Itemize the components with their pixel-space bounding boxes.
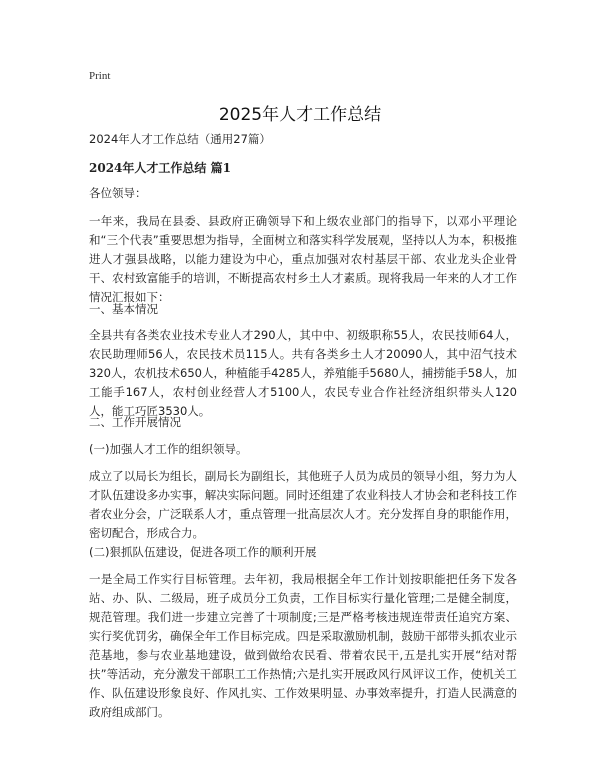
sub-heading-team: (二)狠抓队伍建设，促进各项工作的顺利开展 xyxy=(89,545,317,559)
salutation: 各位领导： xyxy=(89,186,147,200)
page-title: 2025年人才工作总结 xyxy=(218,105,382,125)
print-link[interactable]: Print xyxy=(89,70,111,82)
team-paragraph: 一是全局工作实行目标管理。去年初，我局根据全年工作计划按职能把任务下发各站、办、队、二级局，班子成员分工负责，工作目标实行量化管理;二是健全制度，规范管理。我们进一步建立完善了十项制度;三是严格考核违规连带责任追究方案、实行奖优罚劣，确保全年工作目标完成。四是采取激励机制，鼓励干部带头抓农业示范基地，参与农业基地建设，做到做给农民看、带着农民干,五是扎实开展“结对帮扶”等活动，充分激发干部职工工作热情;六是扎实开展政风行风评议工作，使机关工作、队伍建设形象良好、作风扎实、工作效果明显、办事效率提升，打造人民满意的政府组成部门。 xyxy=(89,572,517,719)
intro-paragraph: 一年来，我局在县委、县政府正确领导下和上级农业部门的指导下，以邓小平理论和“三个代表”重要思想为指导，全面树立和落实科学发展观，坚持以人为本，积极推进人才强县战略，以能力建设为中心，重点加强对农村基层干部、农业龙头企业骨干、农村致富能手的培训，不断提高农村乡土人才素质。现将我局一年来的人才工作情况汇报如下： xyxy=(89,214,517,304)
basic-info-paragraph: 全县共有各类农业技术专业人才290人，其中中、初级职称55人，农民技师64人，农民助理师56人，农民技术员115人。共有各类乡土人才20090人，其中沼气技术320人，农机技术650人，种植能手4285人，养殖能手5680人，捕捞能手58人，加工能手167人，农村创业经营人才5100人，农民专业合作社经济组织带头人120人，能工巧匠3530人。 xyxy=(89,328,517,418)
organization-paragraph: 成立了以局长为组长，副局长为副组长，其他班子人员为成员的领导小组，努力为人才队伍建设多办实事，解决实际问题。同时还组建了农业科技人才协会和老科技工作者农业分会，广泛联系人才，重点管理一批高层次人才。充分发挥自身的职能作用，密切配合，形成合力。 xyxy=(89,469,517,540)
heading-work-progress: 二、工作开展情况 xyxy=(89,415,181,429)
sub-heading-organization: (一)加强人才工作的组织领导。 xyxy=(89,442,248,456)
section-heading: 2024年人才工作总结 篇1 xyxy=(89,161,231,175)
heading-basic-info: 一、基本情况 xyxy=(89,302,158,316)
document-subtitle: 2024年人才工作总结（通用27篇） xyxy=(89,132,271,146)
